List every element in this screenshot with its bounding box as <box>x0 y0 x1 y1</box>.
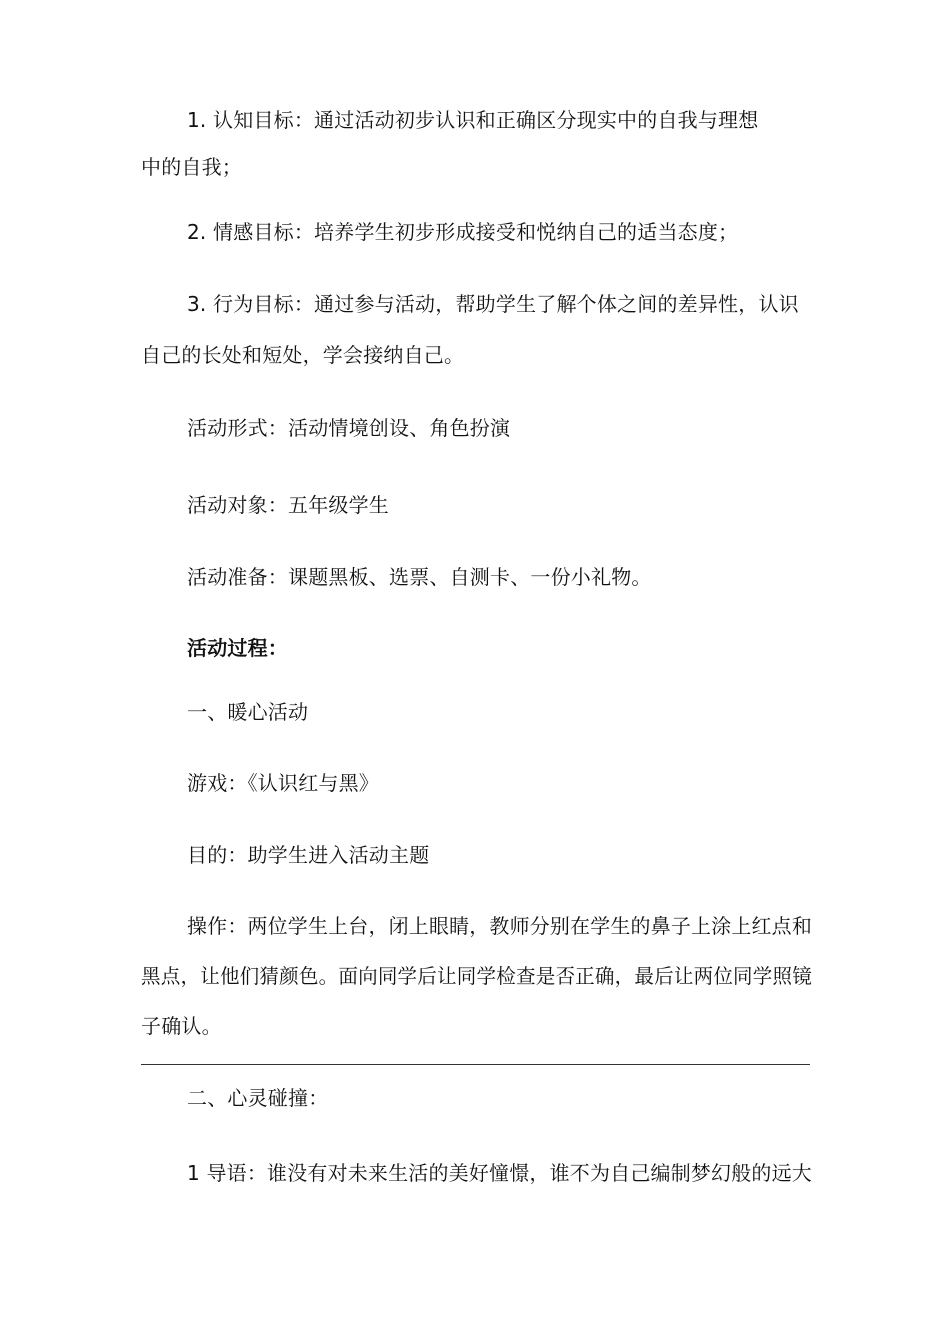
activity-audience: 活动对象：五年级学生 <box>187 493 389 517</box>
section-1-title: 一、暖心活动 <box>187 700 309 724</box>
behavior-goal-line-2: 自己的长处和短处，学会接纳自己。 <box>141 343 465 367</box>
activity-preparation: 活动准备：课题黑板、选票、自测卡、一份小礼物。 <box>187 565 652 589</box>
cognitive-goal-line-1: 1. 认知目标：通过活动初步认识和正确区分现实中的自我与理想 <box>187 108 759 132</box>
process-heading: 活动过程： <box>187 636 288 660</box>
cognitive-goal-line-2: 中的自我； <box>141 155 242 179</box>
intro-line-1: 1 导语：谁没有对未来生活的美好憧憬，谁不为自己编制梦幻般的远大 <box>187 1161 812 1185</box>
operation-line-1: 操作：两位学生上台，闭上眼睛，教师分别在学生的鼻子上涂上红点和 <box>187 914 813 938</box>
game-line: 游戏：《认识红与黑》 <box>187 771 379 795</box>
behavior-goal-line-1: 3. 行为目标：通过参与活动，帮助学生了解个体之间的差异性，认识 <box>187 292 799 316</box>
emotional-goal: 2. 情感目标：培养学生初步形成接受和悦纳自己的适当态度； <box>187 220 739 244</box>
activity-form: 活动形式：活动情境创设、角色扮演 <box>187 416 511 440</box>
page-divider <box>141 1064 810 1065</box>
purpose-line: 目的：助学生进入活动主题 <box>187 843 430 867</box>
operation-line-3: 子确认。 <box>141 1014 222 1038</box>
operation-line-2: 黑点，让他们猜颜色。面向同学后让同学检查是否正确，最后让两位同学照镜 <box>141 964 813 988</box>
section-2-title: 二、心灵碰撞： <box>187 1086 329 1110</box>
